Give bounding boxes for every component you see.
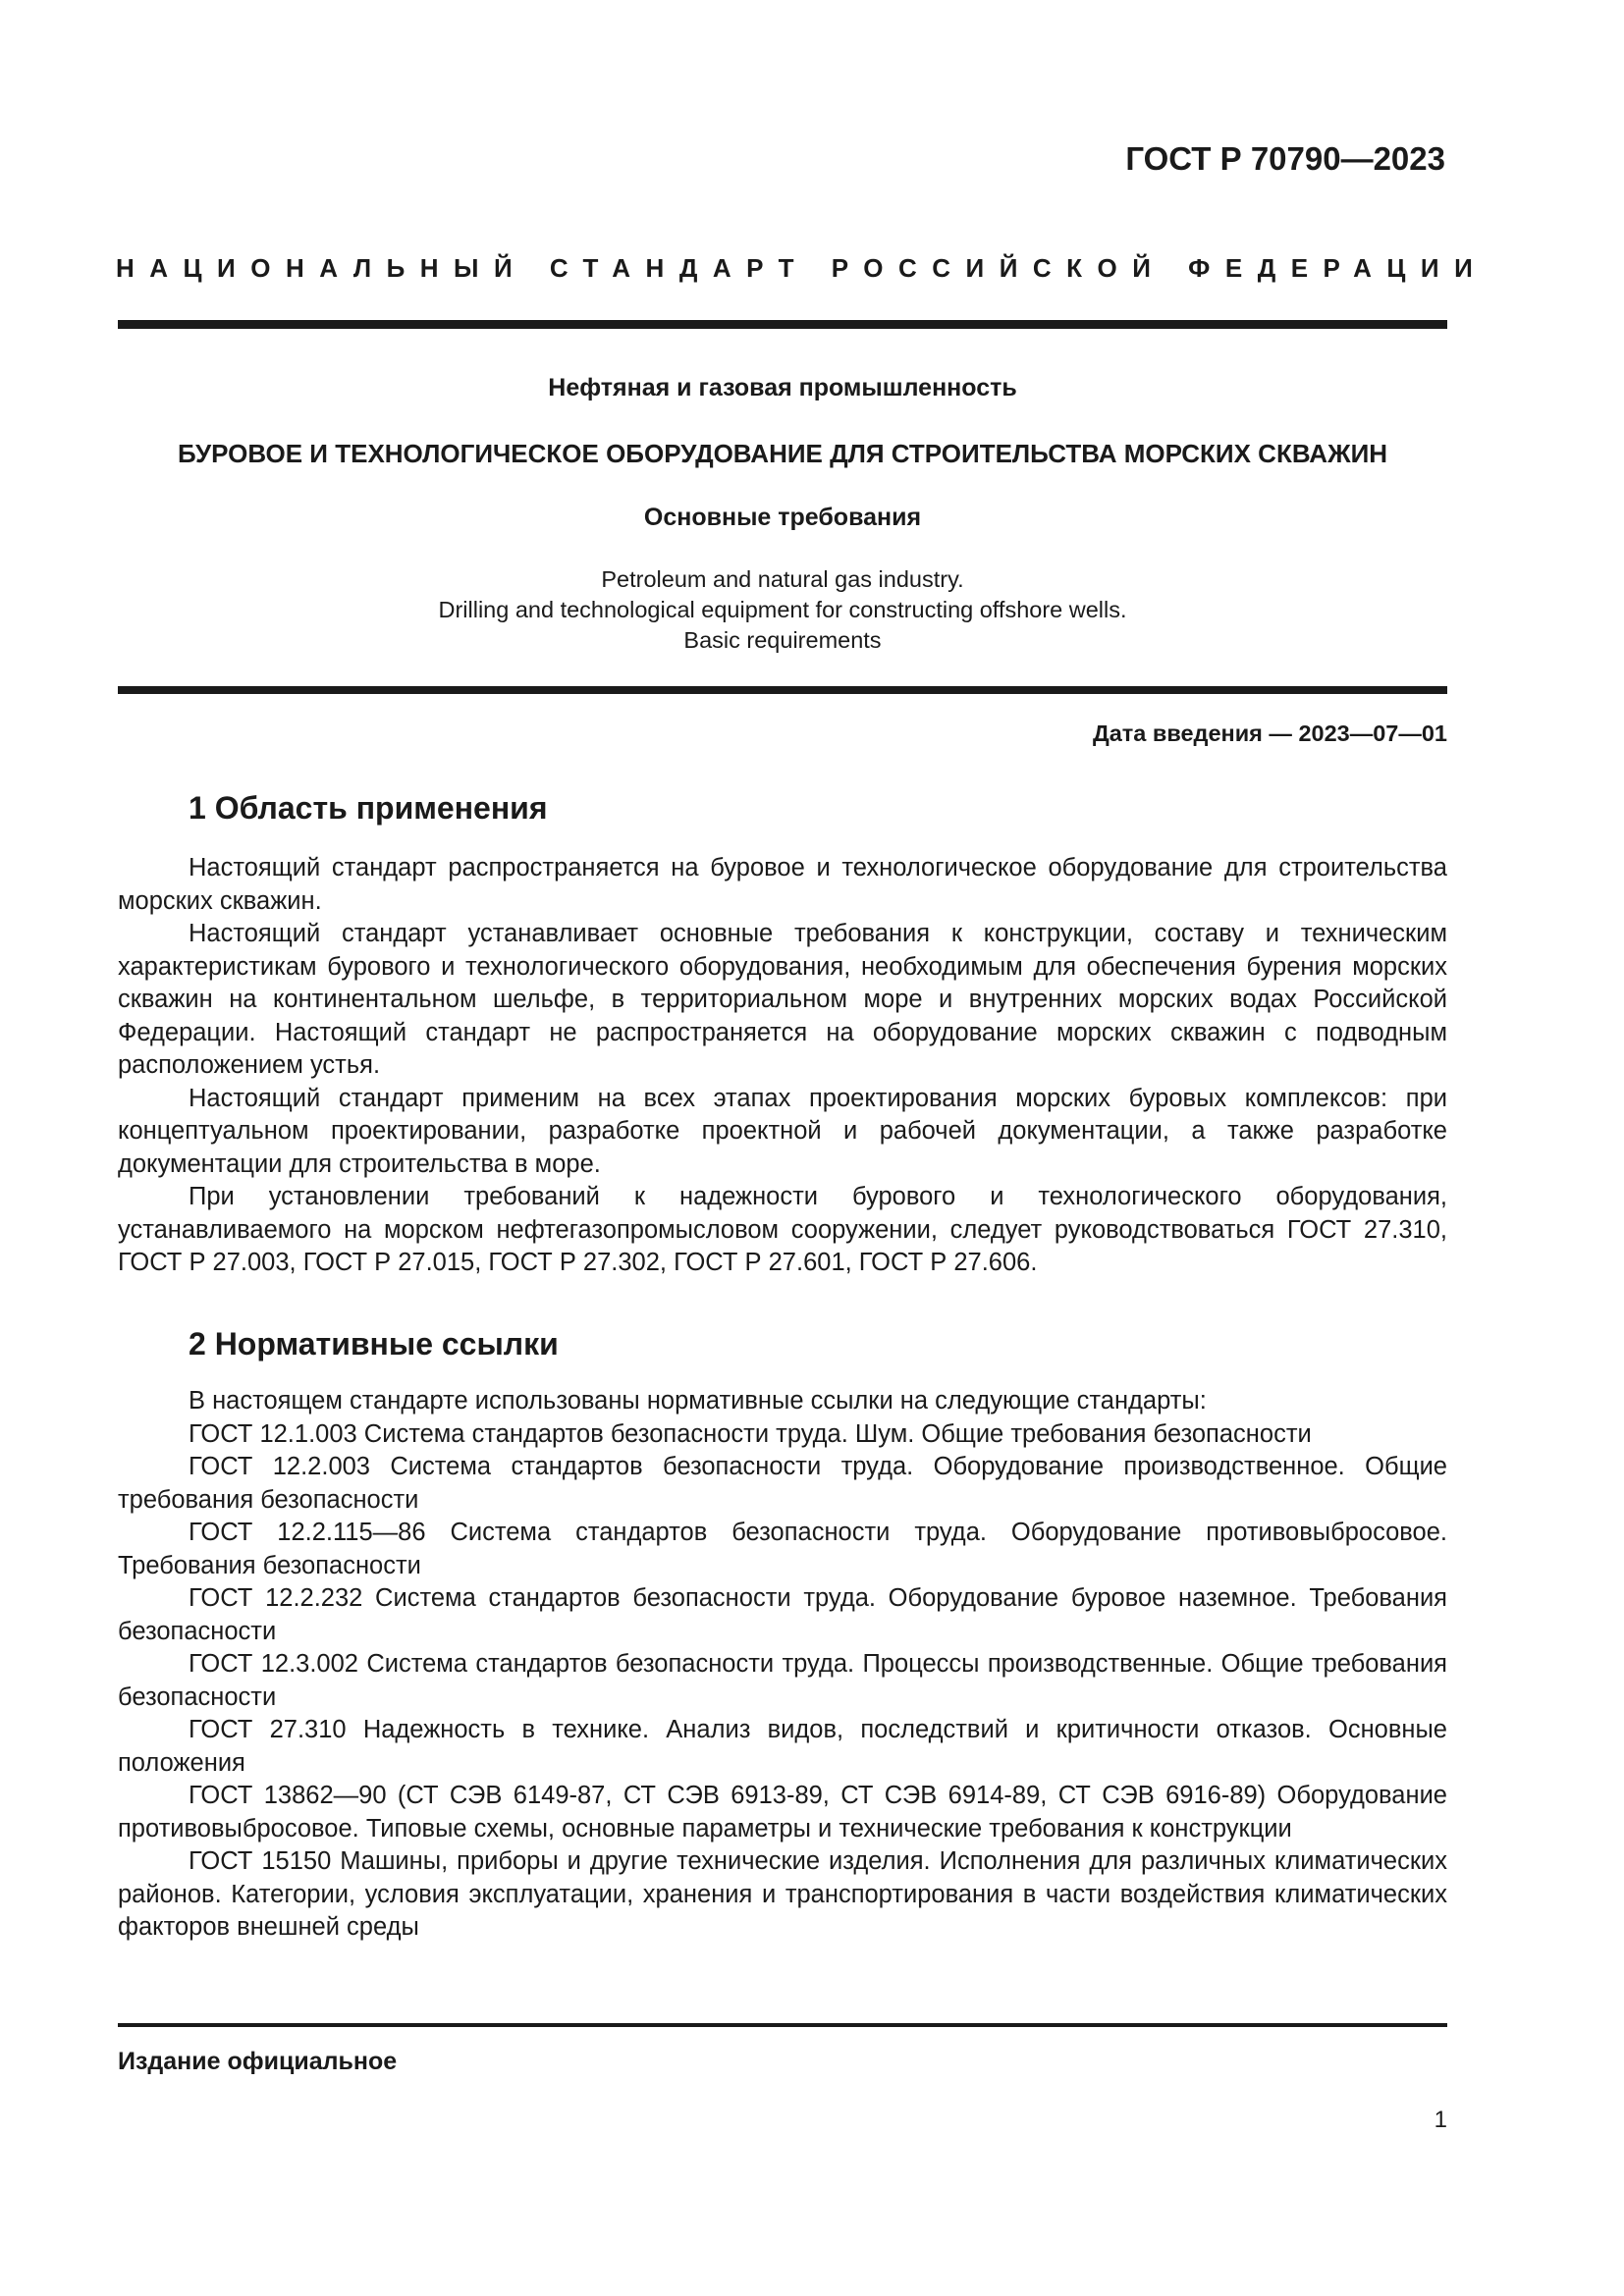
title-english-line: Basic requirements xyxy=(683,627,882,653)
reference-item: ГОСТ 12.3.002 Система стандартов безопасности труда. Процессы производственные. Общие требования безопасности xyxy=(118,1650,1447,1711)
section-1-body xyxy=(118,852,1447,1280)
official-edition-label: Издание официальное xyxy=(118,2048,398,2075)
title-main: БУРОВОЕ И ТЕХНОЛОГИЧЕСКОЕ ОБОРУДОВАНИЕ ДЛЯ СТРОИТЕЛЬСТВА МОРСКИХ СКВАЖИН xyxy=(177,439,1388,468)
section-2-body xyxy=(118,1385,1447,1945)
introduction-date: Дата введения — 2023—07—01 xyxy=(1092,721,1447,746)
reference-item: ГОСТ 12.2.003 Система стандартов безопасности труда. Оборудование производственное. Общие требования безопасности xyxy=(118,1453,1447,1514)
top-divider xyxy=(118,320,1447,329)
title-english-line: Drilling and technological equipment for constructing offshore wells. xyxy=(438,597,1127,622)
section-1-paragraph: Настоящий стандарт применим на всех этапах проектирования морских буровых комплексов: при концептуальном проектировании, разработке проектной и рабочей документации, а также разработке документации для строительства в море. xyxy=(118,1084,1447,1178)
standard-code: ГОСТ Р 70790—2023 xyxy=(1125,140,1445,177)
section-1-heading: 1 Область применения xyxy=(189,790,548,826)
reference-item: ГОСТ 13862—90 (СТ СЭВ 6149-87, СТ СЭВ 6913-89, СТ СЭВ 6914-89, СТ СЭВ 6916-89) Оборудование противовыбросовое. Типовые схемы, основные параметры и технические требования к конструкции xyxy=(118,1782,1447,1842)
page-number: 1 xyxy=(1434,2107,1447,2133)
title-industry: Нефтяная и газовая промышленность xyxy=(548,374,1017,401)
section-1-paragraph: При установлении требований к надежности бурового и технологического оборудования, устанавливаемого на морском нефтегазопромысловом сооружении, следует руководствоваться ГОСТ 27.310, ГОСТ Р 27.003, ГОСТ Р 27.015, ГОСТ Р 27.302, ГОСТ Р 27.601, ГОСТ Р 27.606. xyxy=(118,1183,1447,1276)
section-1-paragraph: Настоящий стандарт распространяется на буровое и технологическое оборудование для строительства морских скважин. xyxy=(118,854,1447,915)
reference-item: ГОСТ 12.1.003 Система стандартов безопасности труда. Шум. Общие требования безопасности xyxy=(189,1419,1312,1448)
title-divider xyxy=(118,686,1447,694)
reference-item: ГОСТ 15150 Машины, приборы и другие технические изделия. Исполнения для различных климатических районов. Категории, условия эксплуатации, хранения и транспортирования в части воздействия климатических факторов внешней среды xyxy=(118,1847,1447,1941)
footer-divider xyxy=(118,2023,1447,2027)
reference-item: ГОСТ 12.2.232 Система стандартов безопасности труда. Оборудование буровое наземное. Требования безопасности xyxy=(118,1584,1447,1645)
title-subtitle: Основные требования xyxy=(643,504,922,531)
reference-item: ГОСТ 12.2.115—86 Система стандартов безопасности труда. Оборудование противовыбросовое. Требования безопасности xyxy=(118,1519,1447,1579)
reference-item: ГОСТ 27.310 Надежность в технике. Анализ видов, последствий и критичности отказов. Основные положения xyxy=(118,1716,1447,1777)
section-2-heading: 2 Нормативные ссылки xyxy=(189,1326,559,1362)
title-english-line: Petroleum and natural gas industry. xyxy=(601,566,964,592)
section-1-paragraph: Настоящий стандарт устанавливает основные требования к конструкции, составу и техническим характеристикам бурового и технологического оборудования, необходимым для обеспечения бурения морских скважин на континентальном шельфе, в территориальном море и внутренних морских водах Российской Федерации. Настоящий стандарт не распространяется на оборудование морских скважин с подводным расположением устья. xyxy=(118,920,1447,1079)
title-english xyxy=(118,564,1447,656)
national-standard-banner: НАЦИОНАЛЬНЫЙ СТАНДАРТ РОССИЙСКОЙ ФЕДЕРАЦИИ xyxy=(116,253,1489,283)
section-2-paragraph: В настоящем стандарте использованы нормативные ссылки на следующие стандарты: xyxy=(189,1387,1207,1415)
